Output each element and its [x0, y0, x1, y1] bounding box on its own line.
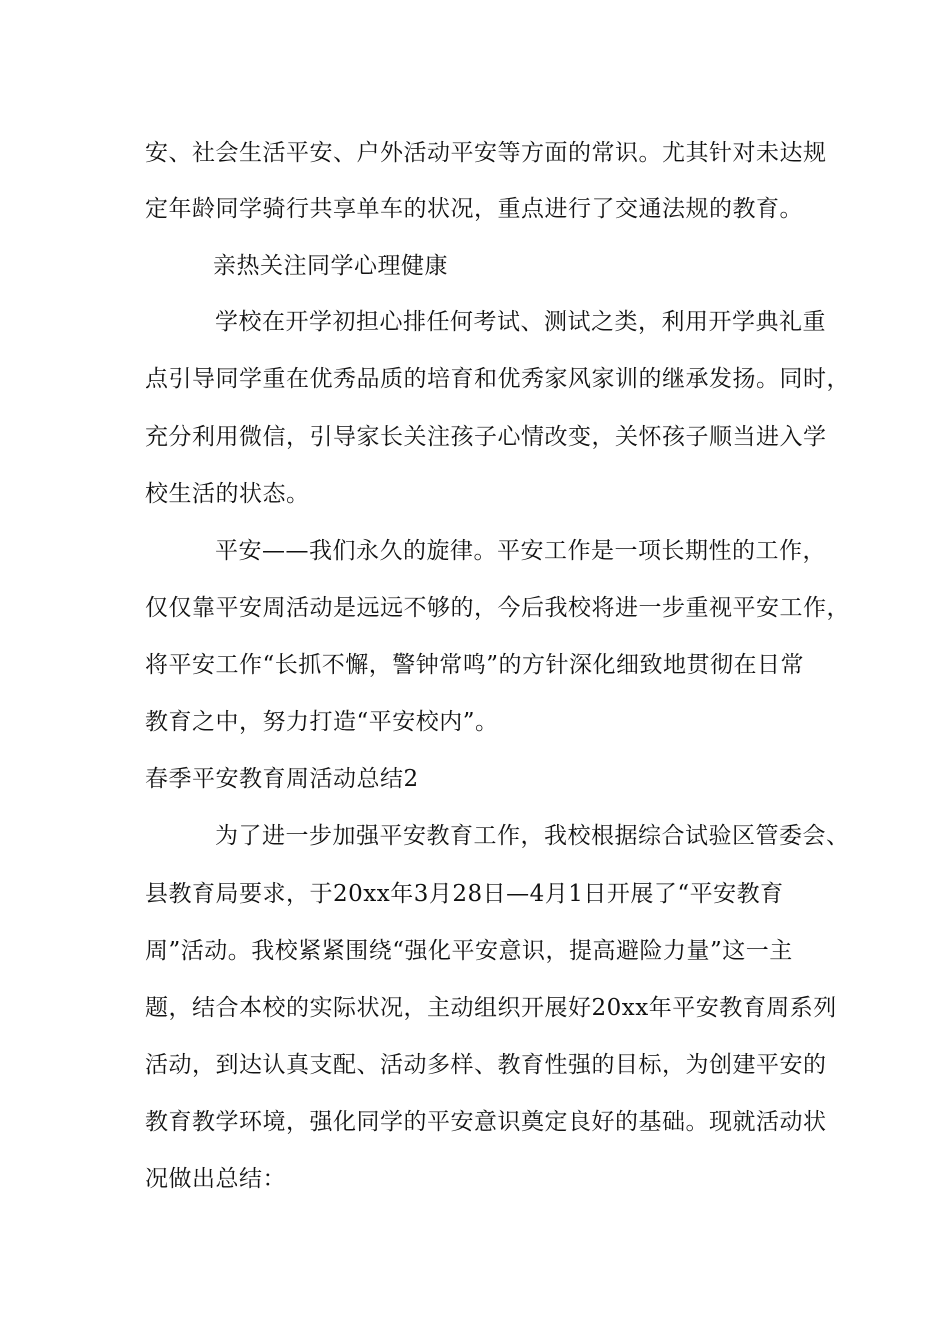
body-text-line: 教育教学环境，强化同学的平安意识奠定良好的基础。现就活动状	[145, 1109, 827, 1135]
body-text-line: 充分利用微信，引导家长关注孩子心情改变，关怀孩子顺当进入学	[145, 424, 827, 450]
body-text-line: 教育之中，努力打造“平安校内”。	[145, 709, 499, 735]
body-text-line: 校生活的状态。	[145, 481, 310, 507]
body-text-line: 点引导同学重在优秀品质的培育和优秀家风家训的继承发扬。同时，	[145, 366, 850, 392]
body-text-line: 县教育局要求，于20xx年3月28日—4月1日开展了“平安教育	[145, 881, 784, 907]
paragraph-first-line: 平安——我们永久的旋律。平安工作是一项长期性的工作，	[215, 538, 826, 564]
body-text-line: 周”活动。我校紧紧围绕“强化平安意识，提高避险力量”这一主	[145, 938, 793, 964]
article-title: 春季平安教育周活动总结2	[145, 766, 419, 792]
paragraph-first-line: 学校在开学初担心排任何考试、测试之类，利用开学典礼重	[215, 309, 826, 335]
paragraph-first-line: 为了进一步加强平安教育工作，我校根据综合试验区管委会、	[215, 823, 850, 849]
body-text-line: 活动，到达认真支配、活动多样、教育性强的目标，为创建平安的	[145, 1052, 827, 1078]
body-text-line: 况做出总结：	[145, 1166, 286, 1192]
body-text-line: 定年龄同学骑行共享单车的状况，重点进行了交通法规的教育。	[145, 196, 803, 222]
body-text-line: 仅仅靠平安周活动是远远不够的，今后我校将进一步重视平安工作，	[145, 595, 850, 621]
body-text-line: 将平安工作“长抓不懈，警钟常鸣”的方针深化细致地贯彻在日常	[145, 652, 805, 678]
body-text-line: 安、社会生活平安、户外活动平安等方面的常识。尤其针对未达规	[145, 140, 827, 166]
body-text-line: 题，结合本校的实际状况，主动组织开展好20xx年平安教育周系列	[145, 995, 837, 1021]
section-heading: 亲热关注同学心理健康	[213, 253, 448, 279]
